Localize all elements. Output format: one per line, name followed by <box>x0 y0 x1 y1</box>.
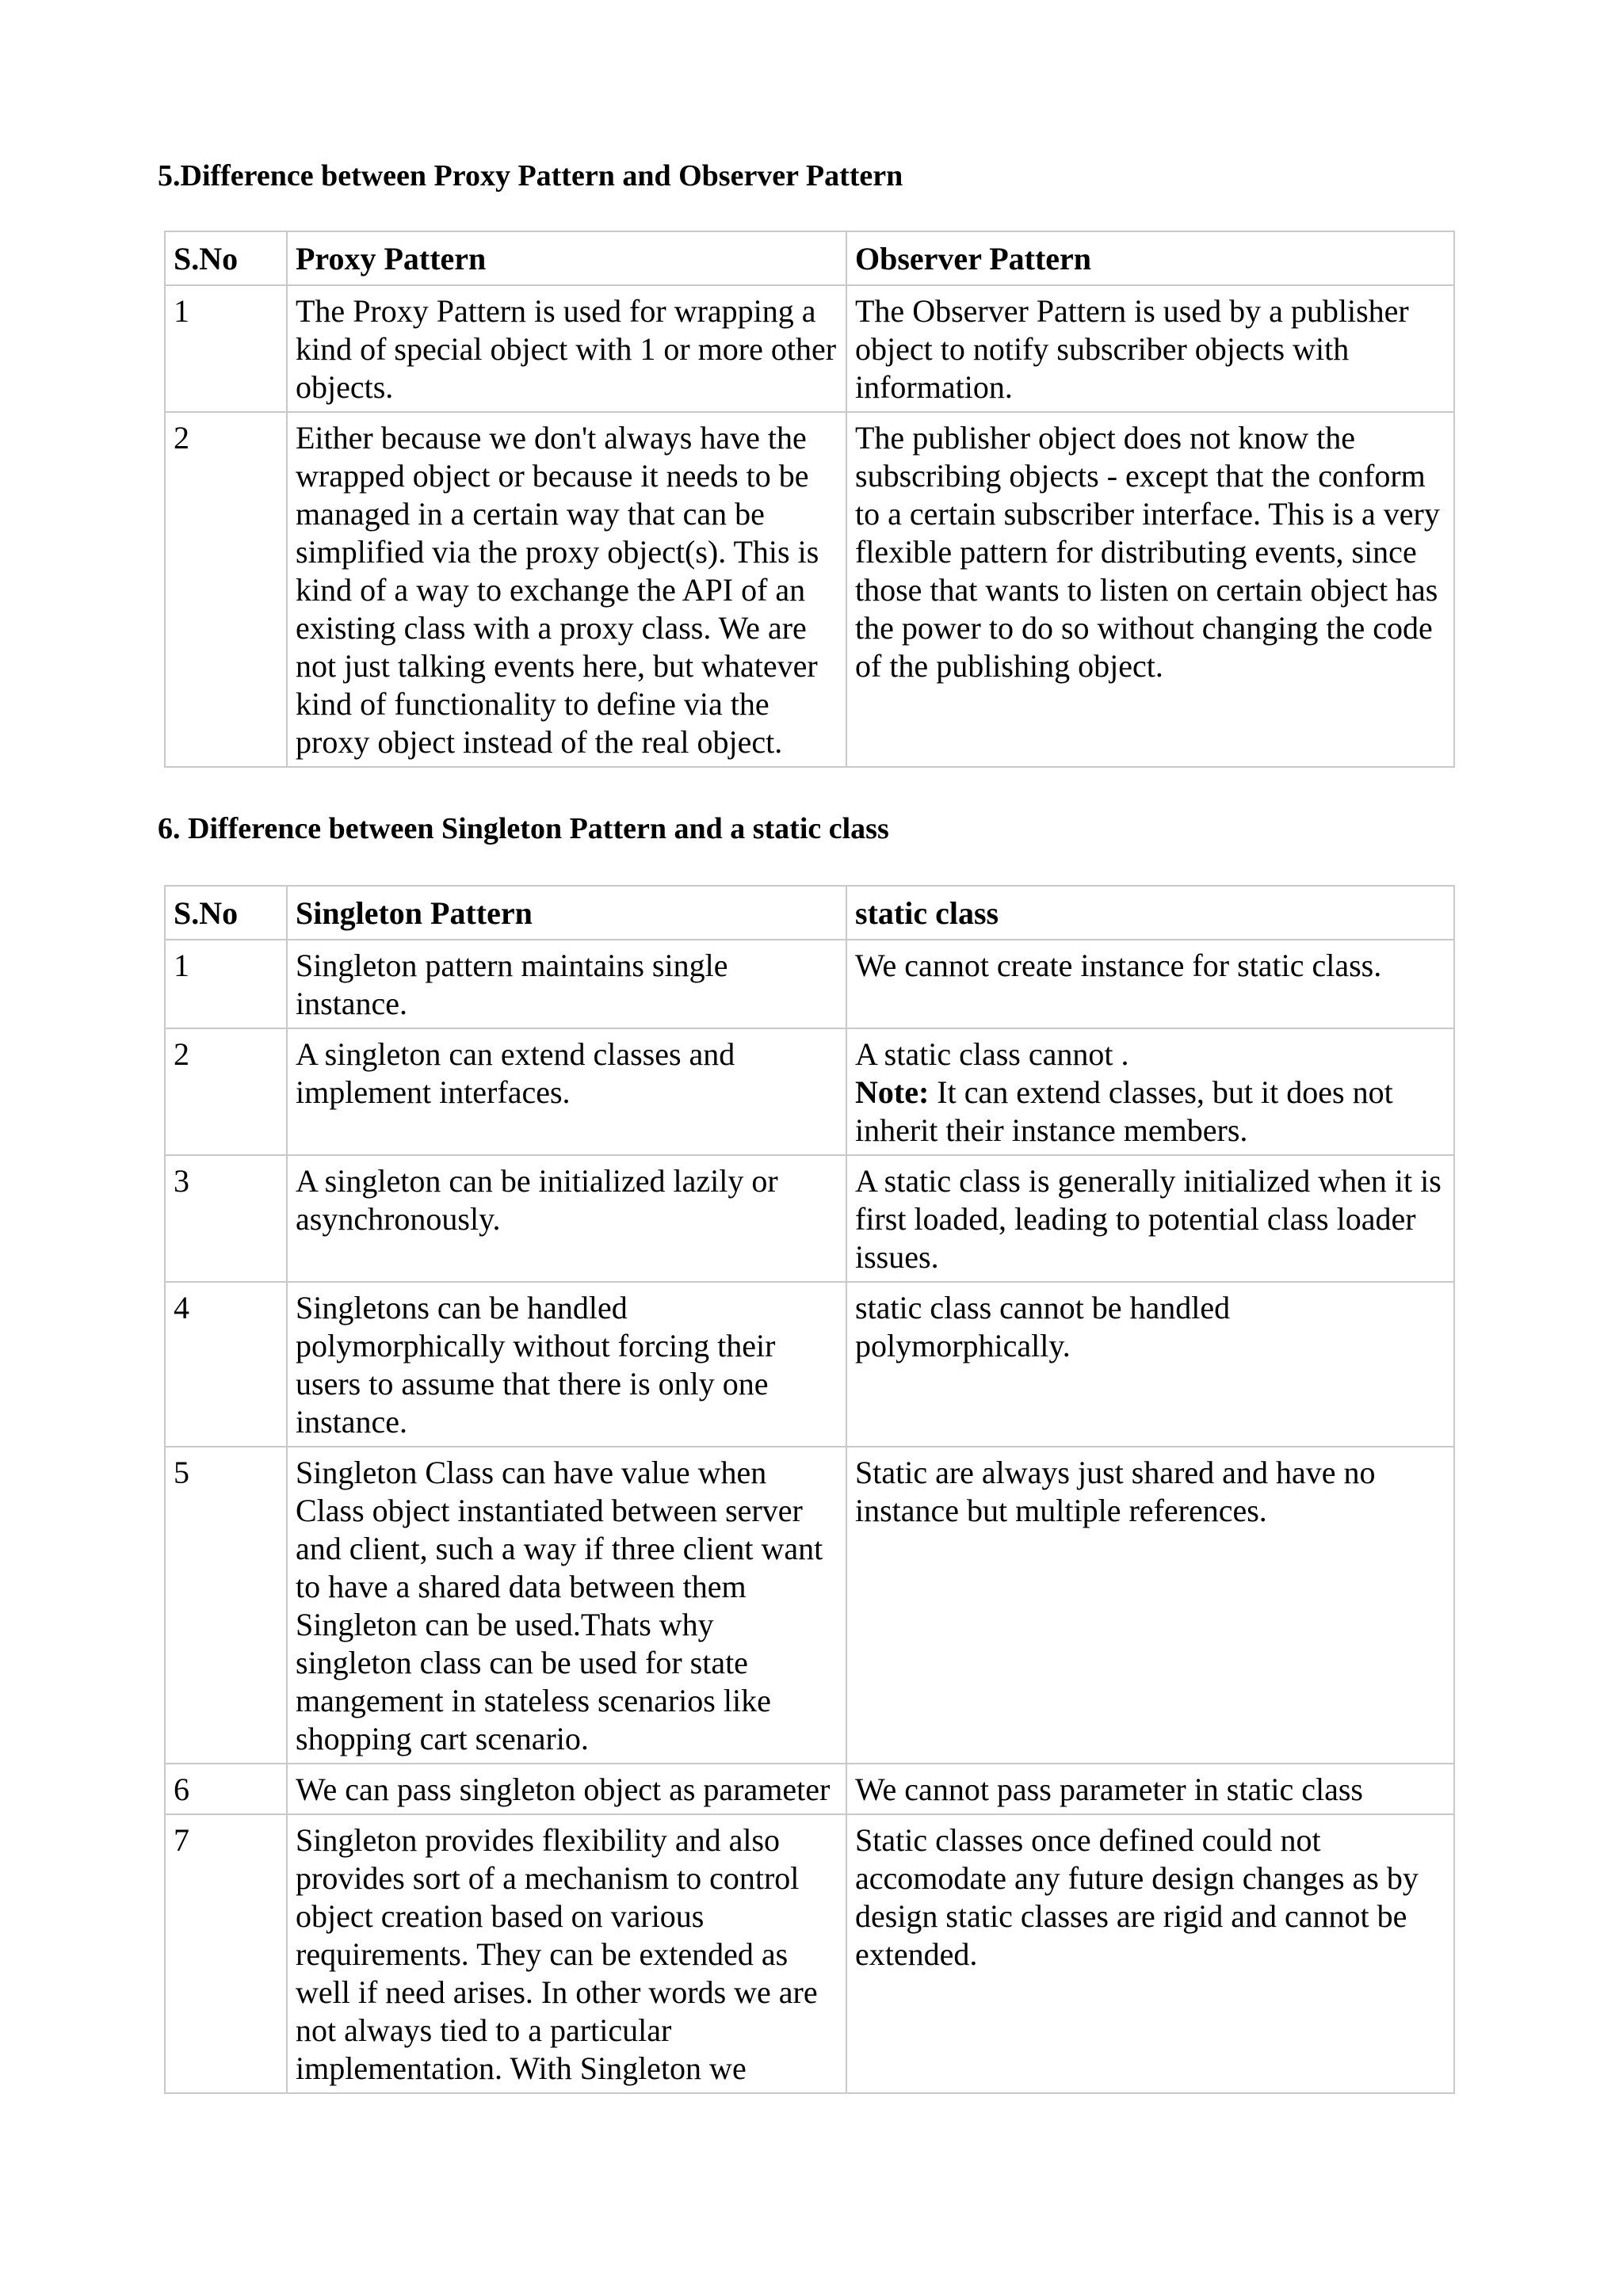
table-header-row <box>165 231 1454 285</box>
table-header-row <box>165 886 1454 940</box>
cell-singleton: Singleton pattern maintains single instance. <box>287 940 846 1028</box>
table-row <box>165 1155 1454 1282</box>
cell-sno: 1 <box>165 285 287 412</box>
cell-sno: 3 <box>165 1155 287 1282</box>
proxy-vs-observer-table <box>164 231 1455 768</box>
cell-static: static class cannot be handled polymorphically. <box>846 1282 1454 1447</box>
header-observer-pattern: Observer Pattern <box>846 231 1454 285</box>
cell-sno: 7 <box>165 1814 287 2093</box>
table-row <box>165 940 1454 1028</box>
header-static-class: static class <box>846 886 1454 940</box>
note-label: Note: <box>855 1074 930 1110</box>
header-proxy-pattern: Proxy Pattern <box>287 231 846 285</box>
cell-sno: 6 <box>165 1764 287 1814</box>
table-row <box>165 285 1454 412</box>
header-singleton-pattern: Singleton Pattern <box>287 886 846 940</box>
cell-proxy: Either because we don't always have the wrapped object or because it needs to be managed in a certain way that can be simplified via the proxy object(s). This is kind of a way to exchange the API of an existing class with a proxy class. We are not just talking events here, but whatever kind of functionality to define via the proxy object instead of the real object. <box>287 412 846 767</box>
cell-static: We cannot pass parameter in static class <box>846 1764 1454 1814</box>
cell-sno: 2 <box>165 412 287 767</box>
table-row <box>165 412 1454 767</box>
note-text: It can extend classes, but it does not inherit their instance members. <box>855 1074 1393 1148</box>
section-5-title: 5.Difference between Proxy Pattern and Observer Pattern <box>158 159 903 193</box>
cell-sno: 5 <box>165 1447 287 1764</box>
header-sno: S.No <box>165 886 287 940</box>
table-row <box>165 1814 1454 2093</box>
cell-singleton: Singletons can be handled polymorphically without forcing their users to assume that there is only one instance. <box>287 1282 846 1447</box>
table-row <box>165 1447 1454 1764</box>
singleton-vs-static-table <box>164 885 1455 2094</box>
cell-observer: The publisher object does not know the subscribing objects - except that the conform to a certain subscriber interface. This is a very flexible pattern for distributing events, since those that wants to listen on certain object has the power to do so without changing the code of the publishing object. <box>846 412 1454 767</box>
table-row <box>165 1764 1454 1814</box>
cell-sno: 4 <box>165 1282 287 1447</box>
section-6-title: 6. Difference between Singleton Pattern and a static class <box>158 812 889 845</box>
table-row <box>165 1028 1454 1155</box>
header-sno: S.No <box>165 231 287 285</box>
cell-static: A static class is generally initialized when it is first loaded, leading to potential class loader issues. <box>846 1155 1454 1282</box>
cell-singleton: We can pass singleton object as parameter <box>287 1764 846 1814</box>
cell-static: Static are always just shared and have no instance but multiple references. <box>846 1447 1454 1764</box>
cell-static: We cannot create instance for static class. <box>846 940 1454 1028</box>
cell-proxy: The Proxy Pattern is used for wrapping a kind of special object with 1 or more other objects. <box>287 285 846 412</box>
cell-sno: 2 <box>165 1028 287 1155</box>
cell-sno: 1 <box>165 940 287 1028</box>
cell-singleton: Singleton Class can have value when Class object instantiated between server and client, such a way if three client want to have a shared data between them Singleton can be used.Thats why singleton class can be used for state mangement in stateless scenarios like shopping cart scenario. <box>287 1447 846 1764</box>
cell-static <box>846 1028 1454 1155</box>
static-cannot-text: A static class cannot . <box>855 1036 1129 1072</box>
cell-observer: The Observer Pattern is used by a publisher object to notify subscriber objects with information. <box>846 285 1454 412</box>
cell-singleton: Singleton provides flexibility and also provides sort of a mechanism to control object creation based on various requirements. They can be extended as well if need arises. In other words we are not always tied to a particular implementation. With Singleton we <box>287 1814 846 2093</box>
cell-static: Static classes once defined could not accomodate any future design changes as by design static classes are rigid and cannot be extended. <box>846 1814 1454 2093</box>
table-row <box>165 1282 1454 1447</box>
cell-singleton: A singleton can extend classes and implement interfaces. <box>287 1028 846 1155</box>
cell-singleton: A singleton can be initialized lazily or asynchronously. <box>287 1155 846 1282</box>
